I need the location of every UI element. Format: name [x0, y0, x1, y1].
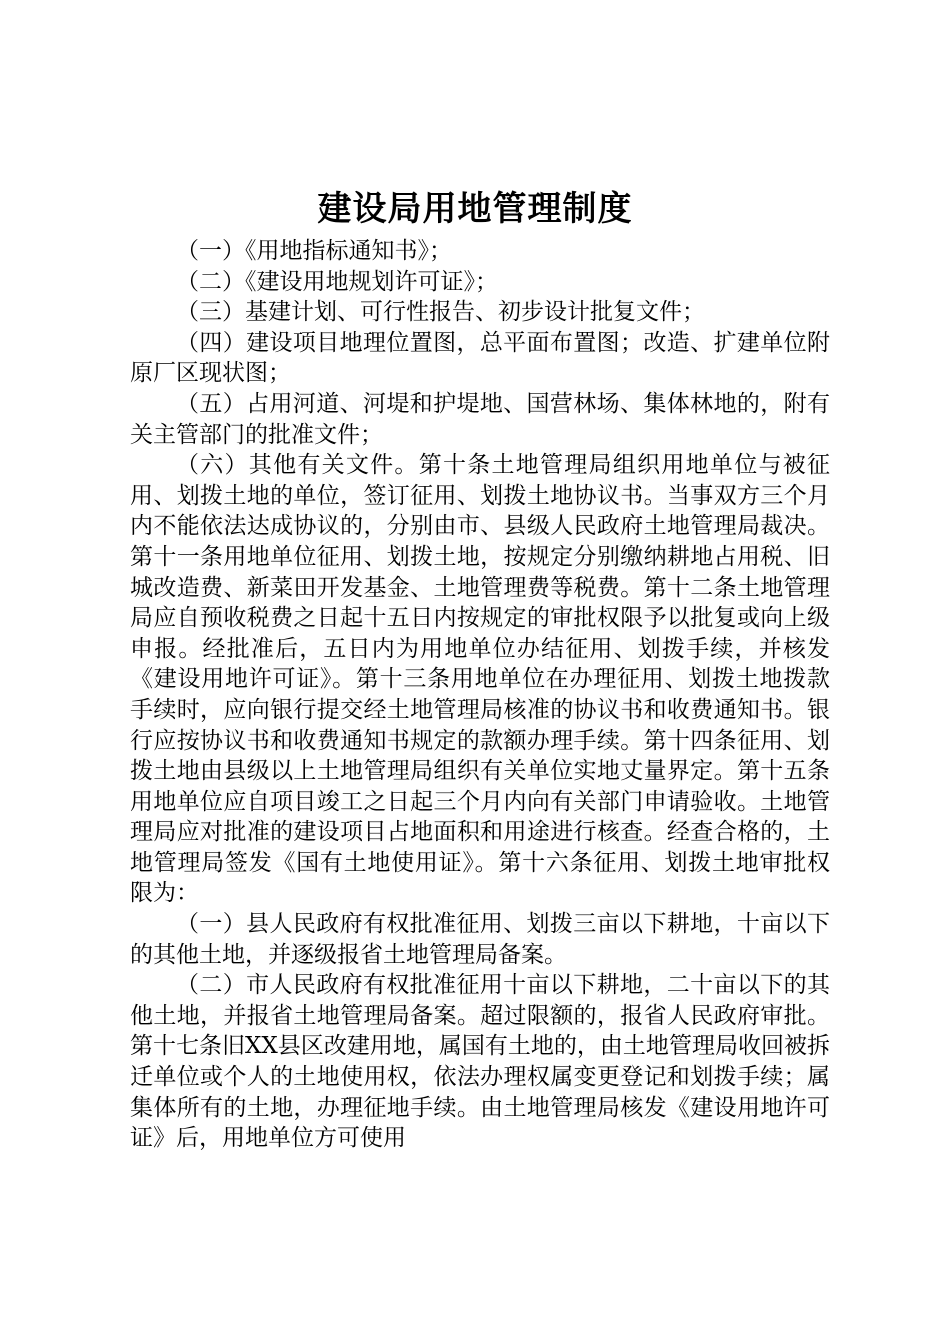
- document-body: [130, 236, 830, 1154]
- paragraph-item-6: （六）其他有关文件。第十条土地管理局组织用地单位与被征用、划拨土地的单位，签订征用、划拨土地协议书。当事双方三个月内不能依法达成协议的，分别由市、县级人民政府土地管理局裁决。第十一条用地单位征用、划拨土地，按规定分别缴纳耕地占用税、旧城改造费、新菜田开发基金、土地管理费等税费。第十二条土地管理局应自预收税费之日起十五日内按规定的审批权限予以批复或向上级申报。经批准后，五日内为用地单位办结征用、划拨手续，并核发《建设用地许可证》。第十三条用地单位在办理征用、划拨土地拨款手续时，应向银行提交经土地管理局核准的协议书和收费通知书。银行应按协议书和收费通知书规定的款额办理手续。第十四条征用、划拨土地由县级以上土地管理局组织有关单位实地丈量界定。第十五条用地单位应自项目竣工之日起三个月内向有关部门申请验收。土地管理局应对批准的建设项目占地面积和用途进行核查。经查合格的，土地管理局签发《国有土地使用证》。第十六条征用、划拨土地审批权限为：: [130, 452, 830, 907]
- paragraph-item-3: （三）基建计划、可行性报告、初步设计批复文件；: [176, 299, 705, 326]
- paragraph-subitem-1: （一）县人民政府有权批准征用、划拨三亩以下耕地，十亩以下的其他土地，并逐级报省土地管理局备案。: [130, 911, 830, 968]
- paragraph-item-4: （四）建设项目地理位置图，总平面布置图；改造、扩建单位附原厂区现状图；: [130, 329, 830, 387]
- document-title: 建设局用地管理制度: [317, 189, 633, 229]
- paragraph-item-5: （五）占用河道、河堤和护堤地、国营林场、集体林地的，附有关主管部门的批准文件；: [130, 390, 830, 448]
- paragraph-subitem-2: （二）市人民政府有权批准征用十亩以下耕地，二十亩以下的其他土地，并报省土地管理局备案。超过限额的，报省人民政府审批。第十七条旧XX县区改建用地，属国有土地的，由土地管理局收回被拆迁单位或个人的土地使用权，依法办理权属变更登记和划拨手续；属集体所有的土地，办理征地手续。由土地管理局核发《建设用地许可证》后，用地单位方可使用: [130, 972, 830, 1152]
- paragraph-item-1: （一）《用地指标通知书》；: [176, 238, 452, 264]
- paragraph-item-2: （二）《建设用地规划许可证》；: [176, 268, 498, 295]
